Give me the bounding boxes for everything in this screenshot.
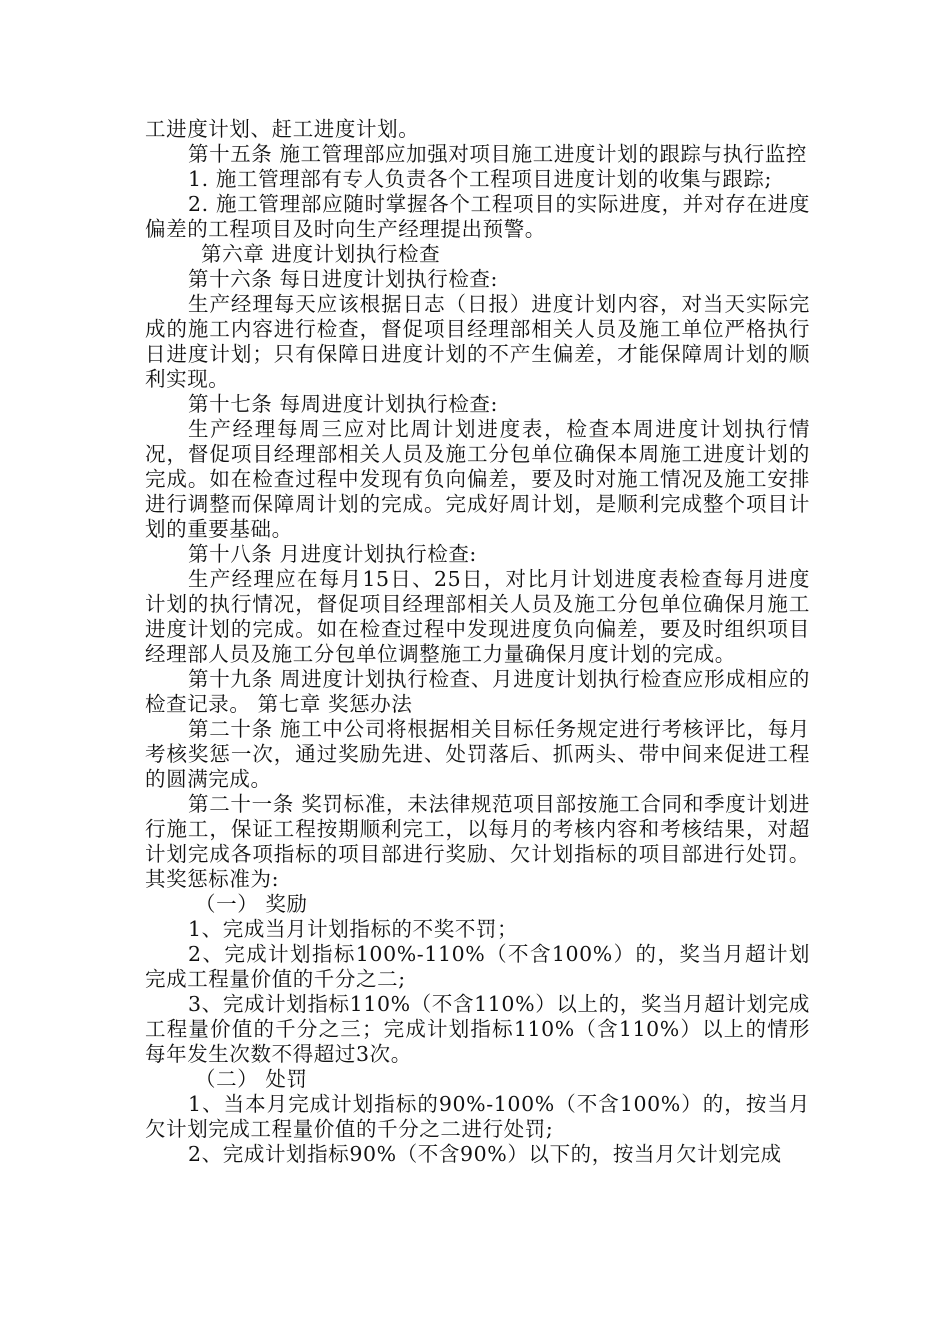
paragraph: 生产经理每天应该根据日志（日报）进度计划内容，对当天实际完成的施工内容进行检查，督促项目经理部相关人员及施工单位严格执行日进度计划；只有保障日进度计划的不产生偏差，才能保障周计划的顺利实现。 bbox=[145, 292, 810, 391]
section-heading: （一） 奖励 bbox=[195, 892, 308, 916]
document-body bbox=[145, 117, 810, 1167]
article-heading: 第十六条 每日进度计划执行检查: bbox=[188, 267, 499, 291]
paragraph: 生产经理每周三应对比周计划进度表，检查本周进度计划执行情况，督促项目经理部相关人员及施工分包单位确保本周施工进度计划的完成。如在检查过程中发现有负向偏差，要及时对施工情况及施工安排进行调整而保障周计划的完成。完成好周计划，是顺利完成整个项目计划的重要基础。 bbox=[145, 417, 810, 541]
paragraph: 第十九条 周进度计划执行检查、月进度计划执行检查应形成相应的检查记录。 第七章 奖惩办法 bbox=[145, 667, 810, 716]
paragraph: 第二十条 施工中公司将根据相关目标任务规定进行考核评比，每月考核奖惩一次，通过奖励先进、处罚落后、抓两头、带中间来促进工程的圆满完成。 bbox=[145, 717, 810, 791]
list-item: 1. 施工管理部有专人负责各个工程项目进度计划的收集与跟踪; bbox=[188, 167, 772, 191]
list-item: 2. 施工管理部应随时掌握各个工程项目的实际进度，并对存在进度偏差的工程项目及时向生产经理提出预警。 bbox=[145, 192, 810, 241]
article-heading: 第十八条 月进度计划执行检查: bbox=[188, 542, 477, 566]
list-item: 2、完成计划指标90%（不含90%）以下的，按当月欠计划完成 bbox=[188, 1142, 782, 1166]
chapter-heading: 第六章 进度计划执行检查 bbox=[201, 242, 441, 266]
paragraph: 第二十一条 奖罚标准，未法律规范项目部按施工合同和季度计划进行施工，保证工程按期顺利完工，以每月的考核内容和考核结果，对超计划完成各项指标的项目部进行奖励、欠计划指标的项目部进行处罚。其奖惩标准为: bbox=[145, 792, 810, 891]
list-item: 3、完成计划指标110%（不含110%）以上的，奖当月超计划完成工程量价值的千分之三；完成计划指标110%（含110%）以上的情形每年发生次数不得超过3次。 bbox=[145, 992, 810, 1066]
paragraph: 生产经理应在每月15日、25日，对比月计划进度表检查每月进度计划的执行情况，督促项目经理部相关人员及施工分包单位确保月施工进度计划的完成。如在检查过程中发现进度负向偏差，要及时组织项目经理部人员及施工分包单位调整施工力量确保月度计划的完成。 bbox=[145, 567, 810, 666]
list-item: 2、完成计划指标100%-110%（不含100%）的，奖当月超计划完成工程量价值的千分之二; bbox=[145, 942, 810, 991]
paragraph: 工进度计划、赶工进度计划。 bbox=[145, 117, 420, 141]
section-heading: （二） 处罚 bbox=[195, 1067, 308, 1091]
list-item: 1、当本月完成计划指标的90%-100%（不含100%）的，按当月欠计划完成工程量价值的千分之二进行处罚; bbox=[145, 1092, 810, 1141]
article-heading: 第十七条 每周进度计划执行检查: bbox=[188, 392, 499, 416]
article-heading: 第十五条 施工管理部应加强对项目施工进度计划的跟踪与执行监控 bbox=[188, 142, 808, 166]
list-item: 1、完成当月计划指标的不奖不罚； bbox=[188, 917, 519, 941]
